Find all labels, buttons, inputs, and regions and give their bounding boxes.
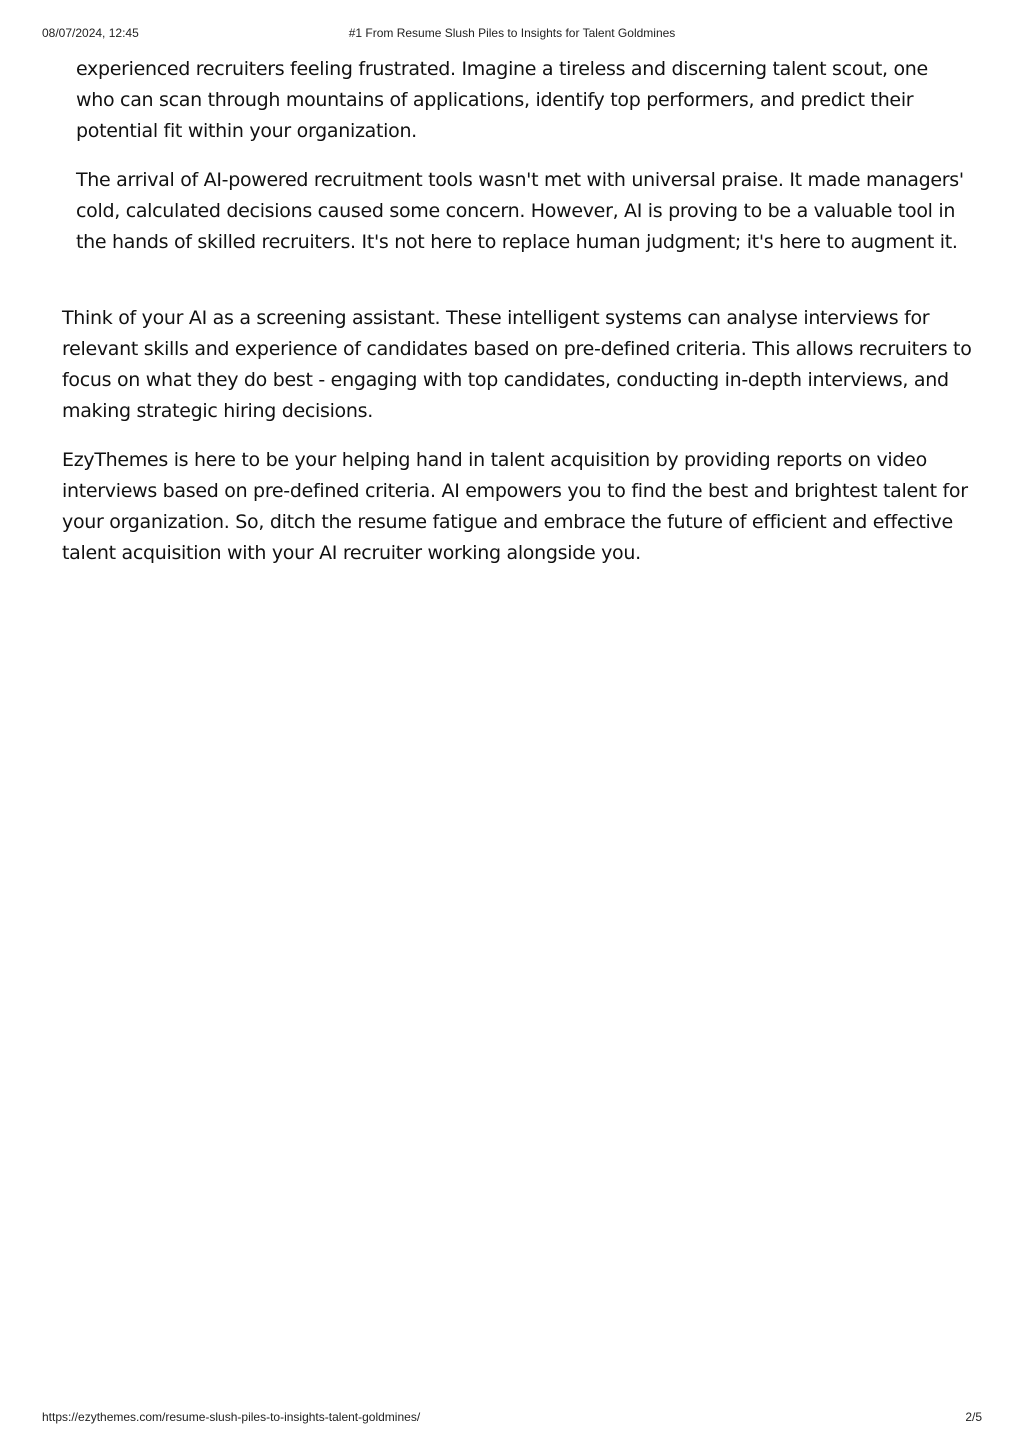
body-text-block [62,303,972,569]
print-page-title: #1 From Resume Slush Piles to Insights for Talent Goldmines [348,26,676,40]
print-datetime: 08/07/2024, 12:45 [42,26,139,40]
article-content [0,54,1024,569]
print-header [42,26,982,42]
print-footer [42,1410,982,1426]
indented-text-block [76,54,966,258]
article-paragraph: experienced recruiters feeling frustrated. Imagine a tireless and discerning talent scout, one who can scan through mountains of applications, identify top performers, and predict their potential fit within your organization. [76,58,928,142]
article-paragraph: The arrival of AI-powered recruitment tools wasn't met with universal praise. It made managers' cold, calculated decisions caused some concern. However, AI is proving to be a valuable tool in the hands of skilled recruiters. It's not here to replace human judgment; it's here to augment it. [76,169,964,253]
print-page-number: 2/5 [965,1410,982,1424]
article-paragraph: EzyThemes is here to be your helping hand in talent acquisition by providing reports on video interviews based on pre-defined criteria. AI empowers you to find the best and brightest talent for your organization. So, ditch the resume fatigue and embrace the future of efficient and effective talent acquisition with your AI recruiter working alongside you. [62,449,968,564]
article-paragraph: Think of your AI as a screening assistant. These intelligent systems can analyse interviews for relevant skills and experience of candidates based on pre-defined criteria. This allows recruiters to focus on what they do best - engaging with top candidates, conducting in-depth interviews, and making strategic hiring decisions. [62,307,972,422]
print-url: https://ezythemes.com/resume-slush-piles-to-insights-talent-goldmines/ [42,1410,421,1424]
